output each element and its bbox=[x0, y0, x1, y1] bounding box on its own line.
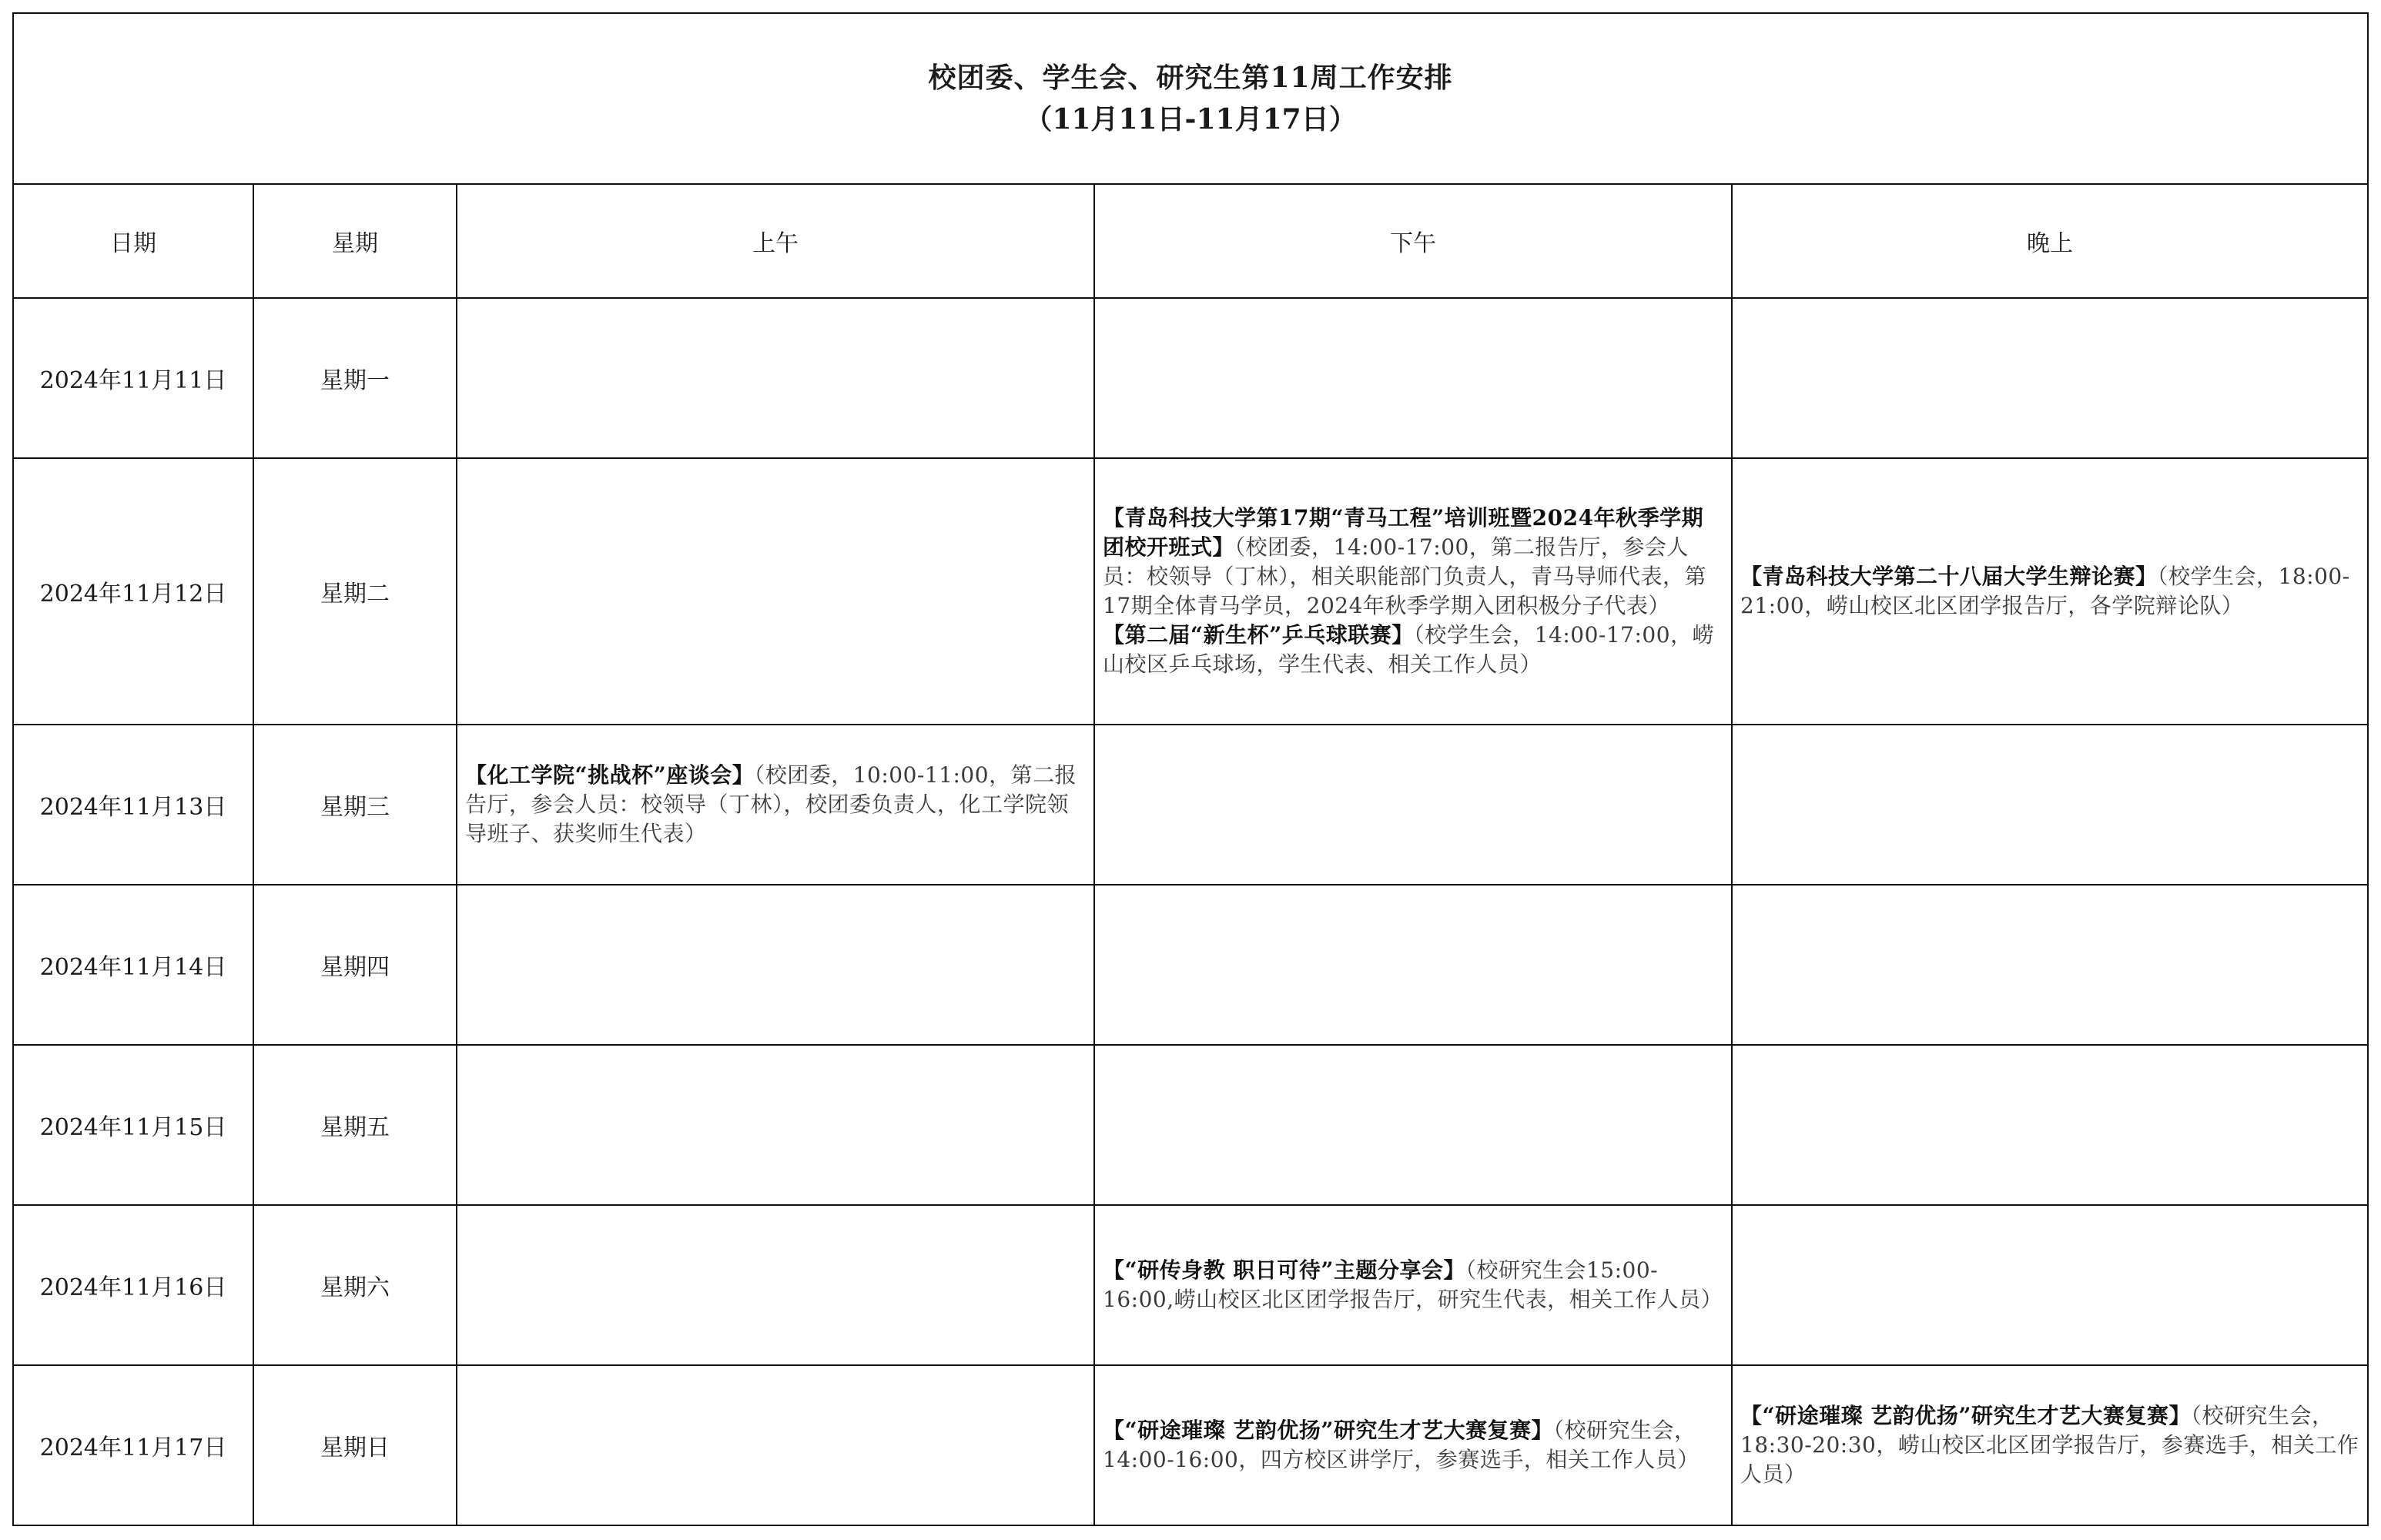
date-cell: 2024年11月13日 bbox=[13, 725, 253, 885]
date-cell: 2024年11月14日 bbox=[13, 885, 253, 1045]
afternoon-cell bbox=[1094, 1045, 1732, 1205]
day-row bbox=[13, 885, 2368, 1045]
afternoon-cell bbox=[1094, 725, 1732, 885]
event-entry bbox=[465, 761, 1086, 849]
afternoon-events bbox=[1095, 800, 1731, 809]
afternoon-cell bbox=[1094, 298, 1732, 458]
date-cell: 2024年11月16日 bbox=[13, 1205, 253, 1365]
afternoon-events bbox=[1095, 960, 1731, 969]
morning-cell bbox=[457, 1045, 1094, 1205]
date-cell: 2024年11月15日 bbox=[13, 1045, 253, 1205]
evening-events bbox=[1733, 557, 2367, 625]
afternoon-events bbox=[1095, 373, 1731, 383]
evening-cell bbox=[1732, 725, 2368, 885]
morning-cell bbox=[457, 458, 1094, 725]
header-afternoon: 下午 bbox=[1094, 184, 1732, 298]
event-detail: （校学生会，18:00-21:00，崂山校区北区团学报告厅，各学院辩论队） bbox=[1740, 564, 2350, 618]
event-entry bbox=[1740, 1401, 2359, 1489]
weekday-cell: 星期二 bbox=[253, 458, 457, 725]
morning-events bbox=[457, 1441, 1093, 1450]
day-row bbox=[13, 298, 2368, 458]
weekday-cell: 星期六 bbox=[253, 1205, 457, 1365]
event-title: 【第二届“新生杯”乒乓球联赛】 bbox=[1103, 622, 1414, 648]
afternoon-cell bbox=[1094, 1365, 1732, 1525]
evening-cell bbox=[1732, 298, 2368, 458]
afternoon-cell bbox=[1094, 885, 1732, 1045]
day-row bbox=[13, 725, 2368, 885]
morning-events bbox=[457, 960, 1093, 969]
weekday-cell: 星期五 bbox=[253, 1045, 457, 1205]
event-title: 【化工学院“挑战杯”座谈会】 bbox=[465, 762, 755, 788]
event-title: 【“研途璀璨 艺韵优扬”研究生才艺大赛复赛】 bbox=[1103, 1418, 1553, 1443]
schedule-table bbox=[12, 12, 2369, 1526]
weekday-cell: 星期四 bbox=[253, 885, 457, 1045]
event-entry bbox=[1103, 1256, 1723, 1314]
day-row bbox=[13, 1205, 2368, 1365]
page-title: 校团委、学生会、研究生第11周工作安排 bbox=[928, 62, 1453, 94]
afternoon-events bbox=[1095, 1120, 1731, 1130]
day-row bbox=[13, 1045, 2368, 1205]
header-weekday: 星期 bbox=[253, 184, 457, 298]
evening-events bbox=[1733, 1397, 2367, 1494]
afternoon-events bbox=[1095, 499, 1731, 684]
afternoon-cell bbox=[1094, 458, 1732, 725]
morning-events bbox=[457, 756, 1093, 853]
morning-cell bbox=[457, 1365, 1094, 1525]
evening-cell bbox=[1732, 458, 2368, 725]
evening-cell bbox=[1732, 885, 2368, 1045]
afternoon-events bbox=[1095, 1411, 1731, 1479]
day-row bbox=[13, 458, 2368, 725]
event-entry bbox=[1740, 562, 2359, 621]
event-detail: （校研究生会，18:30-20:30，崂山校区北区团学报告厅，参赛选手，相关工作人员） bbox=[1740, 1403, 2359, 1487]
evening-events bbox=[1733, 960, 2367, 969]
weekday-cell: 星期三 bbox=[253, 725, 457, 885]
evening-cell bbox=[1732, 1365, 2368, 1525]
evening-cell bbox=[1732, 1045, 2368, 1205]
date-cell: 2024年11月17日 bbox=[13, 1365, 253, 1525]
event-detail: （校团委，10:00-11:00，第二报告厅，参会人员：校领导（丁林），校团委负责人，化工学院领导班子、获奖师生代表） bbox=[465, 762, 1077, 846]
morning-cell bbox=[457, 1205, 1094, 1365]
morning-events bbox=[457, 373, 1093, 383]
evening-events bbox=[1733, 800, 2367, 809]
event-entry bbox=[1103, 504, 1723, 621]
morning-cell bbox=[457, 885, 1094, 1045]
morning-cell bbox=[457, 725, 1094, 885]
header-row bbox=[13, 184, 2368, 298]
event-title: 【青岛科技大学第17期“青马工程”培训班暨2024年秋季学期团校开班式】 bbox=[1103, 505, 1704, 560]
event-entry bbox=[1103, 621, 1723, 679]
event-title: 【“研途璀璨 艺韵优扬”研究生才艺大赛复赛】 bbox=[1740, 1403, 2191, 1428]
schedule-body bbox=[13, 13, 2368, 1525]
event-entry bbox=[1103, 1416, 1723, 1475]
afternoon-cell bbox=[1094, 1205, 1732, 1365]
event-detail: （校研究生会，14:00-16:00，四方校区讲学厅，参赛选手，相关工作人员） bbox=[1103, 1418, 1700, 1472]
header-morning: 上午 bbox=[457, 184, 1094, 298]
event-title: 【“研传身教 职日可待”主题分享会】 bbox=[1103, 1257, 1465, 1283]
morning-events bbox=[457, 587, 1093, 596]
event-detail: （校研究生会15:00-16:00,崂山校区北区团学报告厅，研究生代表，相关工作人员） bbox=[1103, 1257, 1723, 1312]
date-cell: 2024年11月11日 bbox=[13, 298, 253, 458]
morning-events bbox=[457, 1281, 1093, 1290]
header-evening: 晚上 bbox=[1732, 184, 2368, 298]
day-row bbox=[13, 1365, 2368, 1525]
header-date: 日期 bbox=[13, 184, 253, 298]
event-detail: （校团委，14:00-17:00，第二报告厅，参会人员：校领导（丁林），相关职能部门负责人，青马导师代表，第17期全体青马学员，2024年秋季学期入团积极分子代表） bbox=[1103, 534, 1707, 618]
morning-events bbox=[457, 1120, 1093, 1130]
weekday-cell: 星期日 bbox=[253, 1365, 457, 1525]
page-subtitle: （11月11日-11月17日） bbox=[1024, 103, 1357, 136]
event-title: 【青岛科技大学第二十八届大学生辩论赛】 bbox=[1740, 564, 2158, 589]
title-cell bbox=[13, 13, 2368, 184]
event-detail: （校学生会，14:00-17:00，崂山校区乒乓球场，学生代表、相关工作人员） bbox=[1103, 622, 1715, 677]
weekday-cell: 星期一 bbox=[253, 298, 457, 458]
evening-cell bbox=[1732, 1205, 2368, 1365]
date-cell: 2024年11月12日 bbox=[13, 458, 253, 725]
morning-cell bbox=[457, 298, 1094, 458]
afternoon-events bbox=[1095, 1251, 1731, 1319]
evening-events bbox=[1733, 1120, 2367, 1130]
evening-events bbox=[1733, 1281, 2367, 1290]
title-row bbox=[13, 13, 2368, 184]
evening-events bbox=[1733, 373, 2367, 383]
